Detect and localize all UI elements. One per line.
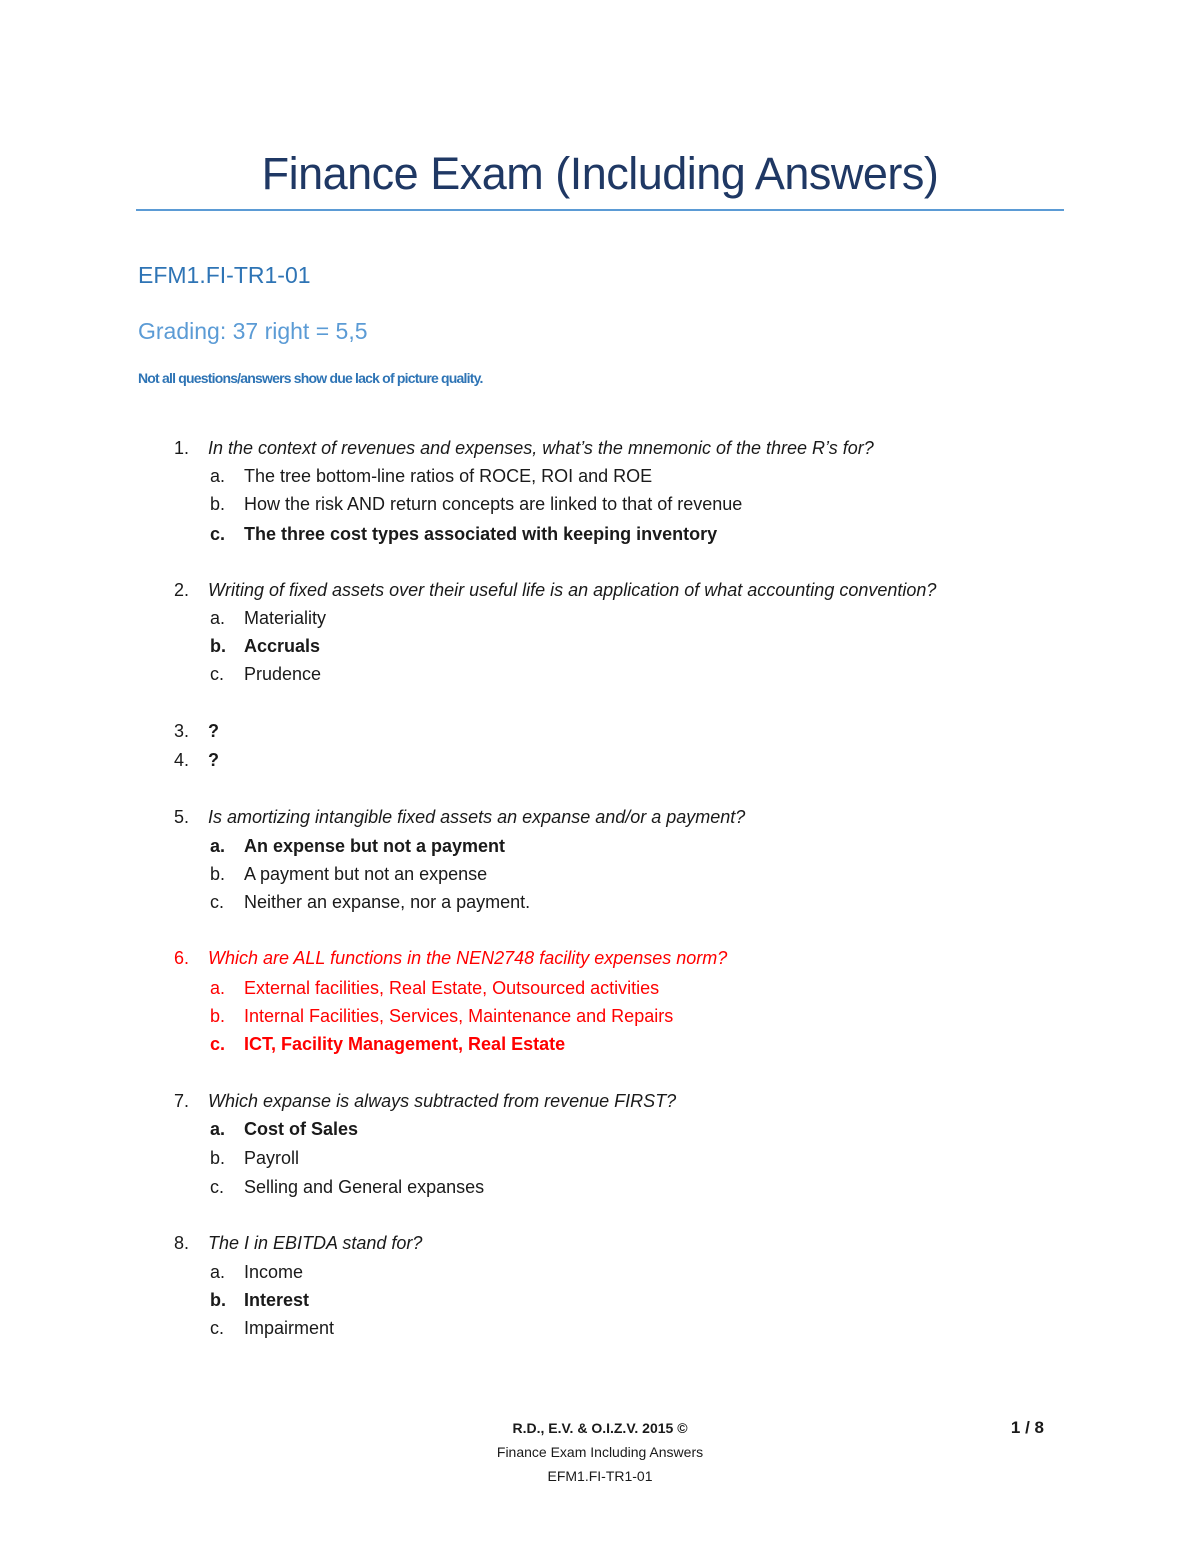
quality-note: Not all questions/answers show due lack of picture quality. xyxy=(138,370,483,386)
question-number: 4. xyxy=(174,750,190,770)
option-letter: c. xyxy=(210,892,225,912)
option-letter: b. xyxy=(210,1006,226,1026)
question-number: 8. xyxy=(174,1233,190,1253)
option-letter: c. xyxy=(210,1318,225,1338)
option-text: Accruals xyxy=(244,636,321,656)
option-text: The three cost types associated with keeping inventory xyxy=(244,524,718,544)
grading-line: Grading: 37 right = 5,5 xyxy=(138,318,368,344)
option-letter: c. xyxy=(210,664,225,684)
option-letter: b. xyxy=(210,636,226,656)
option-letter: a. xyxy=(210,836,226,856)
question-text: Is amortizing intangible fixed assets an expanse and/or a payment? xyxy=(208,807,746,827)
question-text: The I in EBITDA stand for? xyxy=(208,1233,423,1253)
option-letter: b. xyxy=(210,1290,226,1310)
option-letter: c. xyxy=(210,1034,226,1054)
option-text: ICT, Facility Management, Real Estate xyxy=(244,1034,566,1054)
option-text: Interest xyxy=(244,1290,310,1310)
question-number: 3. xyxy=(174,721,190,741)
question-number: 5. xyxy=(174,807,190,827)
footer-authors: R.D., E.V. & O.I.Z.V. 2015 © xyxy=(512,1420,688,1436)
document-title: Finance Exam (Including Answers) xyxy=(261,148,939,199)
question-text: In the context of revenues and expenses, what’s the mnemonic of the three R’s for? xyxy=(208,438,874,458)
option-letter: b. xyxy=(210,864,226,884)
footer-code: EFM1.FI-TR1-01 xyxy=(547,1468,653,1484)
question-text: ? xyxy=(208,721,219,741)
option-text: Neither an expanse, nor a payment. xyxy=(244,892,531,912)
footer-doc-title: Finance Exam Including Answers xyxy=(496,1444,704,1460)
question-text: ? xyxy=(208,750,219,770)
option-letter: a. xyxy=(210,608,226,628)
page-number: 1 / 8 xyxy=(1010,1418,1044,1437)
title-underline xyxy=(136,209,1064,211)
option-text: External facilities, Real Estate, Outsourced activities xyxy=(244,978,660,998)
exam-code: EFM1.FI-TR1-01 xyxy=(138,262,311,288)
option-text: An expense but not a payment xyxy=(244,836,506,856)
question-number: 6. xyxy=(174,948,190,968)
option-text: The tree bottom-line ratios of ROCE, ROI and ROE xyxy=(244,466,653,486)
option-letter: a. xyxy=(210,1119,226,1139)
option-text: Selling and General expanses xyxy=(244,1177,485,1197)
option-letter: c. xyxy=(210,524,226,544)
option-text: Internal Facilities, Services, Maintenance and Repairs xyxy=(244,1006,674,1026)
option-letter: b. xyxy=(210,494,226,514)
question-number: 2. xyxy=(174,580,190,600)
option-letter: a. xyxy=(210,978,226,998)
option-letter: a. xyxy=(210,466,226,486)
question-number: 1. xyxy=(174,438,190,458)
option-text: Cost of Sales xyxy=(244,1119,359,1139)
option-text: Materiality xyxy=(244,608,327,628)
question-number: 7. xyxy=(174,1091,190,1111)
option-text: Impairment xyxy=(244,1318,335,1338)
option-letter: a. xyxy=(210,1262,226,1282)
option-text: A payment but not an expense xyxy=(244,864,488,884)
option-letter: b. xyxy=(210,1148,226,1168)
question-text: Writing of fixed assets over their useful life is an application of what accounting convention? xyxy=(208,580,937,600)
question-text: Which are ALL functions in the NEN2748 facility expenses norm? xyxy=(208,948,728,968)
option-text: Prudence xyxy=(244,664,322,684)
question-text: Which expanse is always subtracted from revenue FIRST? xyxy=(208,1091,677,1111)
option-letter: c. xyxy=(210,1177,225,1197)
option-text: How the risk AND return concepts are linked to that of revenue xyxy=(244,494,743,514)
option-text: Income xyxy=(244,1262,304,1282)
option-text: Payroll xyxy=(244,1148,300,1168)
